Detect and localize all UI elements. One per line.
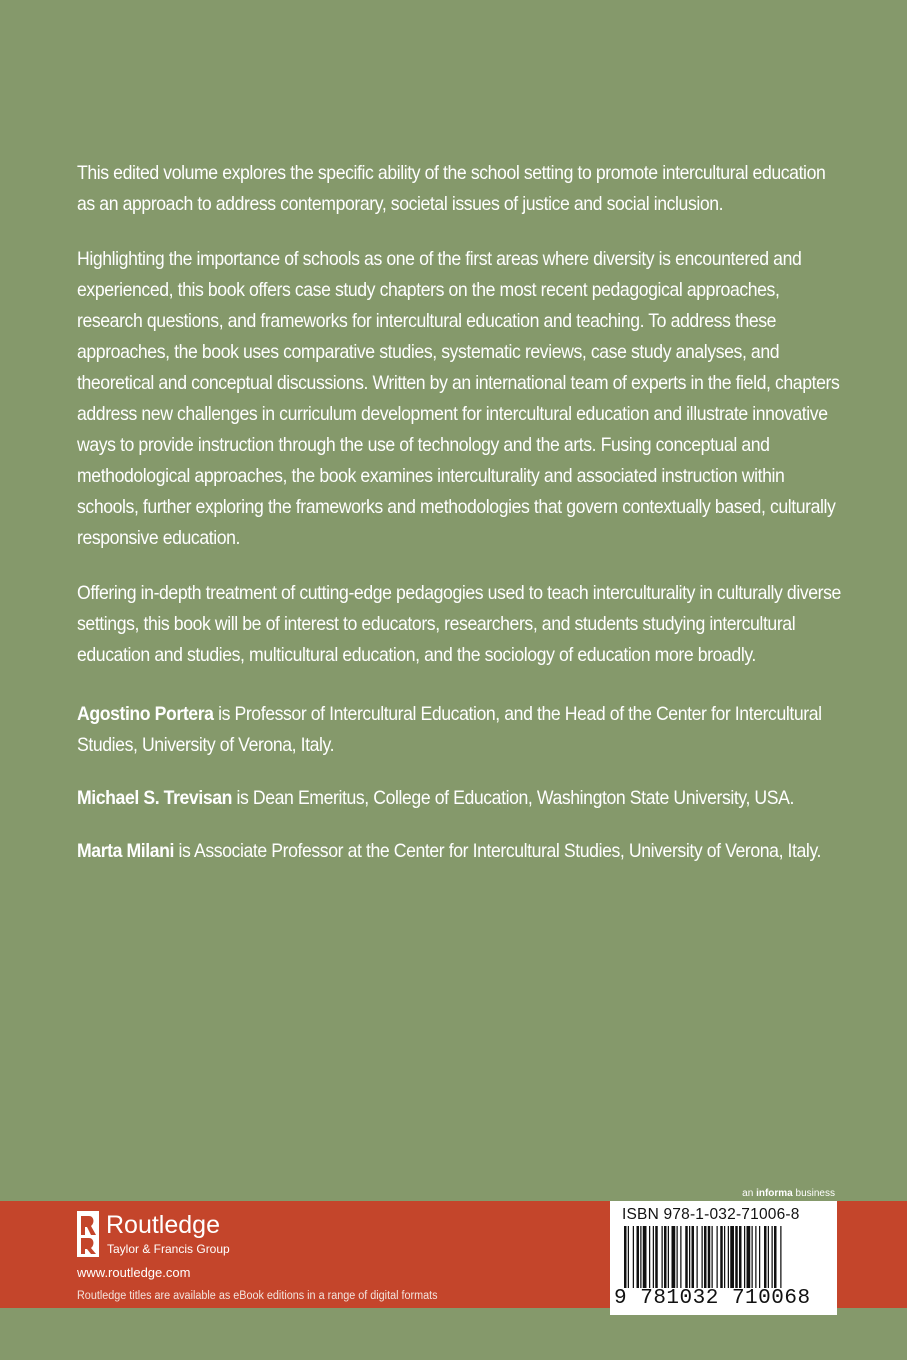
- barcode-bar: [704, 1226, 707, 1288]
- barcode-bar: [708, 1226, 711, 1288]
- barcode-bar: [655, 1226, 658, 1288]
- barcode-bar: [759, 1226, 760, 1288]
- bio-name: Michael S. Trevisan: [77, 788, 233, 809]
- barcode-bar: [685, 1226, 688, 1288]
- barcode-bar: [697, 1226, 698, 1288]
- editor-bios: [77, 699, 847, 867]
- barcode-bar: [662, 1226, 663, 1288]
- barcode-bar: [689, 1226, 690, 1288]
- barcode-bar: [720, 1226, 723, 1288]
- barcode-bar: [712, 1226, 713, 1288]
- publisher-website[interactable]: www.routledge.com: [77, 1265, 191, 1280]
- bio-name: Marta Milani: [77, 841, 175, 862]
- barcode-bars: [624, 1226, 824, 1288]
- barcode-bar: [653, 1226, 654, 1288]
- publisher-group: Taylor & Francis Group: [107, 1242, 230, 1256]
- barcode-bar: [774, 1226, 777, 1288]
- barcode-bar: [772, 1226, 773, 1288]
- publisher-name: Routledge: [106, 1211, 220, 1239]
- barcode-bar: [744, 1226, 745, 1288]
- description-paragraph-3: Offering in-depth treatment of cutting-edge pedagogies used to teach interculturality in culturally diverse settings, this book will be of interest to educators, researchers, and students studying intercultural education and studies, multicultural education, and the sociology of education more broadly.: [77, 583, 841, 666]
- barcode-bar: [702, 1226, 703, 1288]
- description-paragraph-1: This edited volume explores the specific ability of the school setting to promote intercultural education as an approach to address contemporary, societal issues of justice and social inclusion.: [77, 163, 826, 215]
- bio-text: is Professor of Intercultural Education, and the Head of the Center for Intercultural Studies, University of Verona, Italy.: [77, 704, 822, 756]
- barcode-bar: [692, 1226, 695, 1288]
- ean-digits: 9 781032 710068: [614, 1287, 811, 1310]
- back-cover-text: [77, 158, 847, 889]
- barcode-bar: [764, 1226, 767, 1288]
- barcode-bar: [752, 1226, 753, 1288]
- bio-milani: [77, 836, 847, 867]
- ebook-note: Routledge titles are available as eBook editions in a range of digital formats: [77, 1290, 438, 1302]
- barcode-bar: [739, 1226, 742, 1288]
- barcode-bar: [628, 1226, 629, 1288]
- barcode-bar: [717, 1226, 718, 1288]
- barcode-bar: [680, 1226, 681, 1288]
- barcode-bar: [672, 1226, 676, 1288]
- barcode-bar: [747, 1226, 751, 1288]
- barcode-bar: [637, 1226, 640, 1288]
- barcode-bar: [780, 1226, 781, 1288]
- barcode-bar: [649, 1226, 650, 1288]
- routledge-logo-icon: [77, 1211, 99, 1257]
- barcode-bar: [735, 1226, 738, 1288]
- bio-name: Agostino Portera: [77, 704, 214, 725]
- barcode-bar: [755, 1226, 756, 1288]
- bio-portera: [77, 699, 847, 761]
- barcode-bar: [633, 1226, 634, 1288]
- description-paragraph-2: Highlighting the importance of schools as one of the first areas where diversity is encountered and experienced, this book offers case study chapters on the most recent pedagogical approaches, research questions, and frameworks for intercultural education and teaching. To address these approaches, the book uses comparative studies, systematic reviews, case study analyses, and theoretical and conceptual discussions. Written by an international team of experts in the field, chapters address new challenges in curriculum development for intercultural education and illustrate innovative ways to provide instruction through the use of technology and the arts. Fusing conceptual and methodological approaches, the book examines interculturality and associated instruction within schools, further exploring the frameworks and methodologies that govern contextually based, culturally responsive education.: [77, 249, 840, 549]
- barcode-bar: [728, 1226, 729, 1288]
- barcode-bar: [724, 1226, 725, 1288]
- barcode-bar: [768, 1226, 769, 1288]
- barcode-bar: [730, 1226, 734, 1288]
- barcode-bar: [664, 1226, 667, 1288]
- barcode-bar: [643, 1226, 647, 1288]
- informa-tagline: an informa business: [742, 1188, 835, 1199]
- barcode-bar: [677, 1226, 678, 1288]
- barcode-bar: [624, 1226, 627, 1288]
- barcode-bar: [640, 1226, 641, 1288]
- isbn-number: ISBN 978-1-032-71006-8: [622, 1206, 800, 1223]
- bio-trevisan: [77, 783, 847, 814]
- isbn-barcode: [610, 1201, 837, 1315]
- barcode-bar: [668, 1226, 669, 1288]
- bio-text: is Associate Professor at the Center for Intercultural Studies, University of Verona, Italy.: [174, 841, 822, 862]
- bio-text: is Dean Emeritus, College of Education, Washington State University, USA.: [232, 788, 794, 809]
